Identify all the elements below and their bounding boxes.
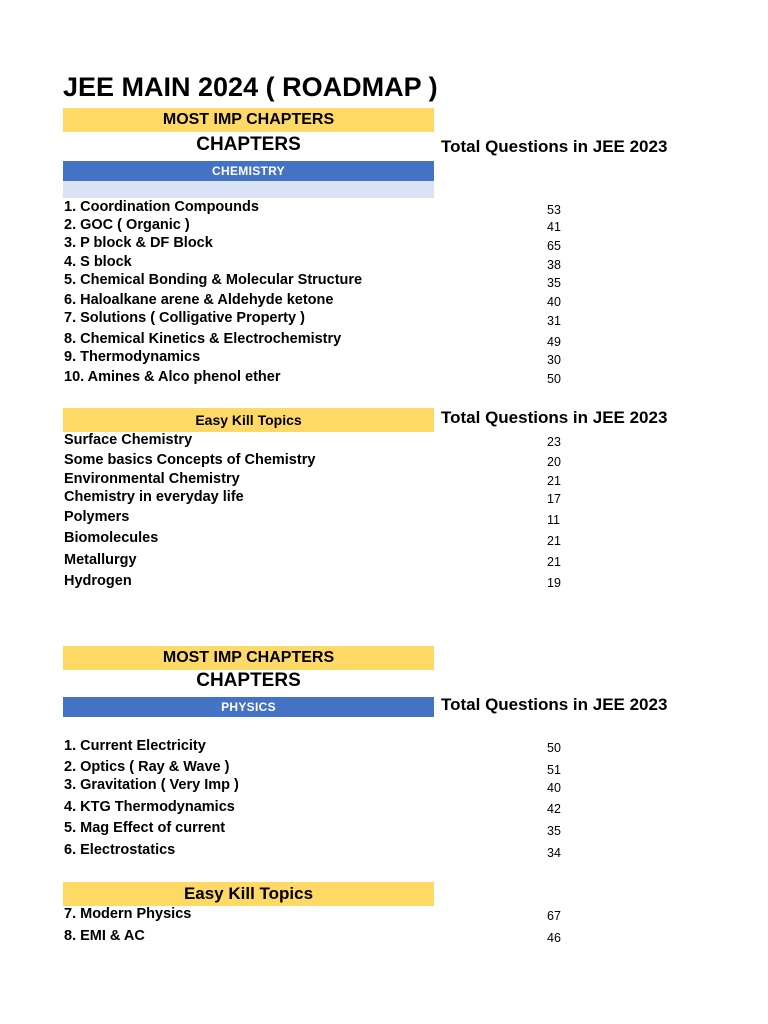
phys-chapter-item: 1. Current Electricity (64, 738, 206, 754)
chem-chapter-count: 41 (547, 220, 561, 234)
chem-chapter-count: 30 (547, 353, 561, 367)
chem-easy-item: Chemistry in everyday life (64, 489, 244, 505)
chem-chapter-item: 1. Coordination Compounds (64, 199, 259, 215)
phys-chapter-item: 2. Optics ( Ray & Wave ) (64, 759, 230, 775)
phys-chapter-item: 4. KTG Thermodynamics (64, 799, 235, 815)
chem-chapter-item: 6. Haloalkane arene & Aldehyde ketone (64, 292, 334, 308)
chem-chapter-item: 7. Solutions ( Colligative Property ) (64, 310, 305, 326)
chem-easy-count: 19 (547, 576, 561, 590)
phys-most-imp-banner: MOST IMP CHAPTERS (63, 646, 434, 670)
chem-easy-count: 17 (547, 492, 561, 506)
chem-easy-total-questions-header: Total Questions in JEE 2023 (441, 408, 668, 427)
chem-spacer-bar (63, 181, 434, 198)
chem-easy-count: 21 (547, 555, 561, 569)
chem-chapter-item: 10. Amines & Alco phenol ether (64, 369, 281, 385)
phys-chapter-count: 35 (547, 824, 561, 838)
phys-chapter-item: 3. Gravitation ( Very Imp ) (64, 777, 239, 793)
phys-chapters-heading: CHAPTERS (196, 670, 301, 691)
chem-chapter-item: 4. S block (64, 254, 132, 270)
chem-easy-count: 23 (547, 435, 561, 449)
phys-total-questions-header: Total Questions in JEE 2023 (441, 695, 668, 714)
chem-easy-kill-banner: Easy Kill Topics (63, 408, 434, 432)
chem-easy-item: Hydrogen (64, 573, 132, 589)
chem-easy-count: 21 (547, 534, 561, 548)
chem-chapter-count: 65 (547, 239, 561, 253)
chem-easy-item: Biomolecules (64, 530, 159, 546)
chem-chapters-heading: CHAPTERS (196, 134, 301, 155)
phys-chapter-count: 42 (547, 802, 561, 816)
chem-chapter-item: 9. Thermodynamics (64, 349, 201, 365)
phys-chapter-item: 6. Electrostatics (64, 842, 176, 858)
phys-easy-item: 8. EMI & AC (64, 928, 145, 944)
chem-chapter-count: 40 (547, 295, 561, 309)
phys-subject-bar: PHYSICS (63, 697, 434, 717)
chem-easy-count: 11 (547, 513, 560, 527)
chem-chapter-item: 2. GOC ( Organic ) (64, 217, 190, 233)
chem-easy-count: 20 (547, 455, 561, 469)
phys-chapter-item: 5. Mag Effect of current (64, 820, 226, 836)
phys-easy-count: 46 (547, 931, 561, 945)
phys-easy-kill-banner: Easy Kill Topics (63, 882, 434, 906)
chem-total-questions-header: Total Questions in JEE 2023 (441, 137, 668, 156)
chem-chapter-item: 3. P block & DF Block (64, 235, 213, 251)
chem-chapter-count: 38 (547, 258, 561, 272)
chem-most-imp-banner: MOST IMP CHAPTERS (63, 108, 434, 132)
phys-easy-item: 7. Modern Physics (64, 906, 192, 922)
chem-subject-bar: CHEMISTRY (63, 161, 434, 181)
chem-chapter-count: 31 (547, 314, 561, 328)
chem-easy-count: 21 (547, 474, 561, 488)
phys-chapter-count: 40 (547, 781, 561, 795)
phys-chapter-count: 34 (547, 846, 561, 860)
chem-easy-item: Metallurgy (64, 552, 137, 568)
phys-chapter-count: 51 (547, 763, 561, 777)
chem-chapter-count: 35 (547, 276, 561, 290)
chem-easy-item: Environmental Chemistry (64, 471, 240, 487)
chem-easy-item: Surface Chemistry (64, 432, 193, 448)
chem-chapter-item: 8. Chemical Kinetics & Electrochemistry (64, 331, 342, 347)
chem-easy-item: Some basics Concepts of Chemistry (64, 452, 316, 468)
chem-easy-item: Polymers (64, 509, 130, 525)
chem-chapter-count: 49 (547, 335, 561, 349)
phys-chapter-count: 50 (547, 741, 561, 755)
chem-chapter-count: 53 (547, 203, 561, 217)
phys-easy-count: 67 (547, 909, 561, 923)
page-title: JEE MAIN 2024 ( ROADMAP ) (63, 72, 438, 102)
chem-chapter-item: 5. Chemical Bonding & Molecular Structure (64, 272, 363, 288)
chem-chapter-count: 50 (547, 372, 561, 386)
